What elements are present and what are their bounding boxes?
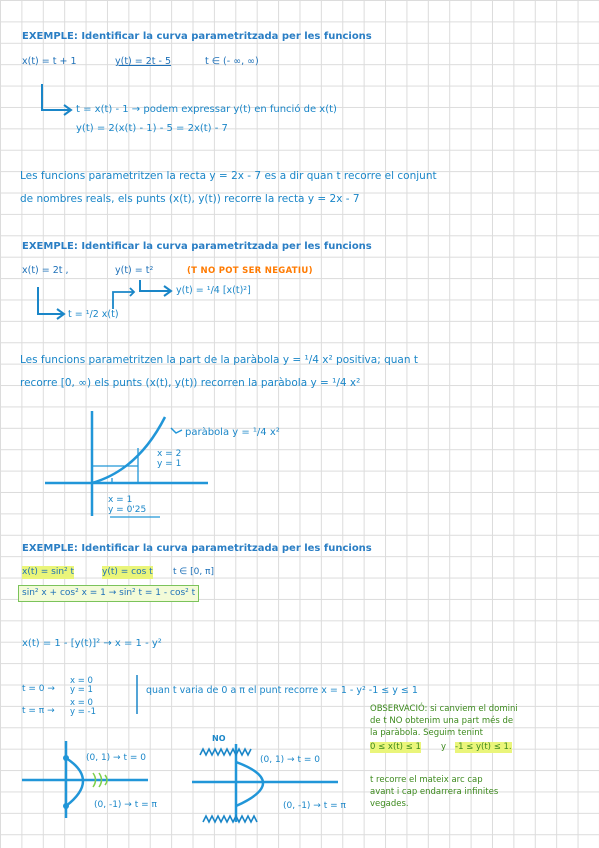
example1-domain: t ∈ (- ∞, ∞) bbox=[205, 56, 259, 67]
graph2-no-label: NO bbox=[212, 734, 226, 743]
tpi-x: x = 0 bbox=[70, 698, 93, 708]
example2-note: (T NO POT SER NEGATIU) bbox=[187, 266, 313, 276]
observation2-line-2: avant i cap endarrera infinites bbox=[370, 787, 499, 797]
t0-label: t = 0 → bbox=[22, 684, 55, 694]
observation-line-2: de t NO obtenim una part més de bbox=[370, 716, 514, 726]
t0-x: x = 0 bbox=[70, 676, 93, 686]
graph2-bottom-label: (0, -1) → t = π bbox=[283, 801, 346, 811]
tpi-y: y = -1 bbox=[70, 707, 97, 717]
point-a-x: x = 2 bbox=[157, 449, 182, 459]
observation2-line-1: t recorre el mateix arc cap bbox=[370, 775, 483, 785]
example1-y-equation: y(t) = 2t - 5 bbox=[115, 56, 172, 67]
example3-result: x(t) = 1 - [y(t)]² → x = 1 - y² bbox=[22, 638, 162, 649]
example2-conclusion-1: Les funcions parametritzen la part de la paràbola y = ¹/4 x² positiva; quan t bbox=[20, 354, 418, 366]
observation-and: y bbox=[441, 742, 447, 752]
graph1-bottom-label: (0, -1) → t = π bbox=[94, 800, 157, 810]
point-b-y: y = 0'25 bbox=[108, 505, 147, 515]
example1-x-equation: x(t) = t + 1 bbox=[22, 56, 77, 67]
example3-range-text: quan t varia de 0 a π el punt recorre x = 1 - y² -1 ≤ y ≤ 1 bbox=[146, 685, 418, 696]
example2-y-equation: y(t) = t² bbox=[115, 265, 154, 276]
example1-step-2: y(t) = 2(x(t) - 1) - 5 = 2x(t) - 7 bbox=[76, 123, 228, 134]
graph1-top-label: (0, 1) → t = 0 bbox=[86, 753, 146, 763]
example3-y-equation: y(t) = cos t bbox=[102, 567, 153, 577]
observation2-line-3: vegades. bbox=[370, 799, 409, 809]
observation-line-3: la paràbola. Seguim tenint bbox=[370, 728, 483, 738]
example2-step-y: y(t) = ¹/4 [x(t)²] bbox=[176, 285, 251, 296]
example1-step-1: t = x(t) - 1 → podem expressar y(t) en funció de x(t) bbox=[76, 104, 337, 115]
observation-line-1: OBSERVACIÓ: si canviem el domini bbox=[370, 704, 518, 714]
parabola-label: paràbola y = ¹/4 x² bbox=[185, 427, 280, 438]
t0-y: y = 1 bbox=[70, 685, 93, 695]
point-b-x: x = 1 bbox=[108, 495, 133, 505]
observation-range-y: -1 ≤ y(t) ≤ 1. bbox=[455, 742, 512, 752]
example2-step-t: t = ¹/2 x(t) bbox=[68, 309, 119, 320]
example2-title: EXEMPLE: Identificar la curva parametritzada per les funcions bbox=[22, 241, 372, 252]
example3-title: EXEMPLE: Identificar la curva parametritzada per les funcions bbox=[22, 543, 372, 554]
graph2-top-label: (0, 1) → t = 0 bbox=[260, 755, 320, 765]
observation-range-x: 0 ≤ x(t) ≤ 1 bbox=[370, 742, 421, 752]
example3-identity: sin² x + cos² x = 1 → sin² t = 1 - cos² t bbox=[18, 585, 199, 602]
tpi-label: t = π → bbox=[22, 706, 55, 716]
example1-conclusion-2: de nombres reals, els punts (x(t), y(t)) recorre la recta y = 2x - 7 bbox=[20, 193, 360, 205]
example3-x-equation: x(t) = sin² t bbox=[22, 567, 75, 577]
example2-conclusion-2: recorre [0, ∞) els punts (x(t), y(t)) recorren la paràbola y = ¹/4 x² bbox=[20, 377, 361, 389]
example3-domain: t ∈ [0, π] bbox=[173, 567, 214, 577]
point-a-y: y = 1 bbox=[157, 459, 182, 469]
example1-conclusion-1: Les funcions parametritzen la recta y = 2x - 7 es a dir quan t recorre el conjunt bbox=[20, 170, 437, 182]
example2-x-equation: x(t) = 2t , bbox=[22, 265, 69, 276]
example1-title: EXEMPLE: Identificar la curva parametritzada per les funcions bbox=[22, 31, 372, 42]
